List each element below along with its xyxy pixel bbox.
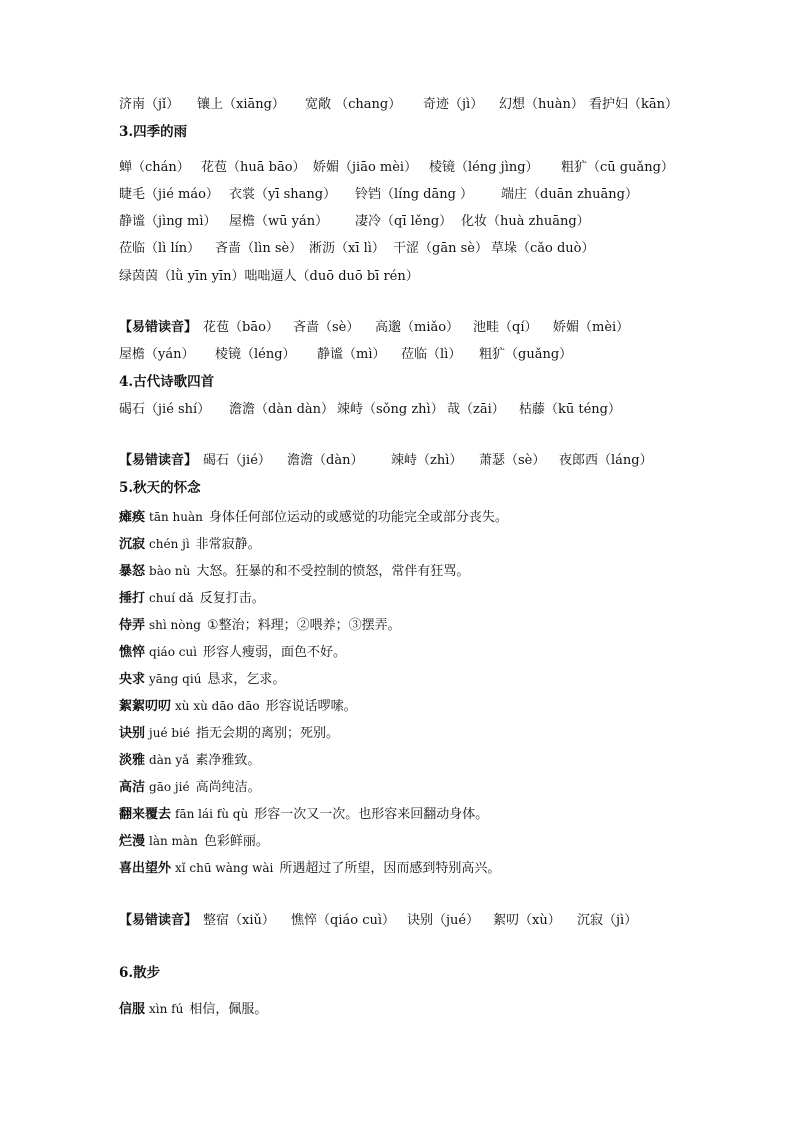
vocab-row — [119, 399, 719, 421]
vocab-item: 碣石（jié shí） — [119, 402, 211, 417]
definition-entry — [119, 722, 719, 744]
definition-entry — [119, 641, 719, 663]
entry-word: 憔悴 — [119, 645, 146, 660]
vocab-row — [119, 184, 719, 206]
entry-definition: 形容一次又一次。也形容来回翻动身体。 — [254, 807, 489, 822]
entry-word: 诀别 — [119, 726, 146, 741]
vocab-item: 绿茵茵（lǜ yīn yīn）咄咄逼人（duō duō bī rén） — [119, 269, 419, 284]
vocab-item: 沉寂（jì） — [577, 913, 638, 928]
entry-definition: 高尚纯洁。 — [195, 780, 261, 795]
entry-definition: 反复打击。 — [199, 591, 265, 606]
vocab-item: 草垛（cǎo duò） — [491, 241, 595, 256]
entry-word: 淡雅 — [119, 753, 146, 768]
entry-pinyin: xù xù dāo dāo — [175, 699, 260, 713]
entry-word: 翻来覆去 — [119, 807, 172, 822]
vocab-item: 碣石（jié） — [203, 453, 271, 468]
vocab-item: 衣裳（yī shang） — [229, 187, 337, 202]
entry-word: 捶打 — [119, 591, 146, 606]
hard-pronunciation-row — [119, 450, 719, 472]
definition-entry — [119, 668, 719, 690]
section-title-6: 6.散步 — [119, 965, 161, 981]
vocab-item: 澹澹（dàn dàn） — [229, 402, 335, 417]
entry-word: 高洁 — [119, 780, 146, 795]
section-title-4: 4.古代诗歌四首 — [119, 374, 215, 390]
section-title-3: 3.四季的雨 — [119, 124, 188, 140]
vocab-item: 看护妇（kān） — [589, 97, 679, 112]
vocab-item: 棱镜（léng） — [215, 347, 296, 362]
entry-pinyin: chén jì — [149, 537, 190, 551]
entry-definition: 非常寂静。 — [195, 537, 261, 552]
entry-definition: 恳求，乞求。 — [207, 672, 286, 687]
entry-word: 央求 — [119, 672, 146, 687]
vocab-item: 蝉（chán） — [119, 160, 190, 175]
entry-word: 信服 — [119, 1002, 146, 1017]
vocab-item: 铃铛（líng dāng ） — [355, 187, 474, 202]
entry-pinyin: dàn yǎ — [149, 753, 190, 767]
definition-entry — [119, 587, 719, 609]
entry-definition: 形容说话啰嗦。 — [265, 699, 357, 714]
entry-definition: 大怒。狂暴的和不受控制的愤怒，常伴有狂骂。 — [196, 564, 470, 579]
entry-word: 烂漫 — [119, 834, 146, 849]
hard-pronunciation-label: 【易错读音】 — [119, 913, 198, 928]
vocab-item: 睫毛（jié máo） — [119, 187, 219, 202]
vocab-item: 花苞（huā bāo） — [201, 160, 306, 175]
vocab-item: 棱镜（léng jìng） — [429, 160, 539, 175]
entry-pinyin: fān lái fù qù — [175, 807, 249, 821]
vocab-row — [119, 238, 719, 260]
entry-word: 絮絮叨叨 — [119, 699, 172, 714]
vocab-item: 整宿（xiǔ） — [203, 913, 275, 928]
hard-pronunciation-row — [119, 344, 719, 366]
entry-pinyin: jué bié — [149, 726, 191, 740]
vocab-item: 干涩（gān sè） — [393, 241, 488, 256]
vocab-item: 济南（jǐ） — [119, 97, 180, 112]
hard-pronunciation-label: 【易错读音】 — [119, 320, 198, 335]
entry-word: 瘫痪 — [119, 510, 146, 525]
definition-entry — [119, 695, 719, 717]
definition-entry — [119, 998, 719, 1020]
definition-entry — [119, 749, 719, 771]
entry-definition: 相信，佩服。 — [189, 1002, 268, 1017]
vocab-item: 淅沥（xī lì） — [309, 241, 385, 256]
vocab-item: 凄冷（qī lěng） — [355, 214, 453, 229]
vocab-item: 夜郎西（láng） — [559, 453, 653, 468]
entry-pinyin: yāng qiú — [149, 672, 202, 686]
vocab-item: 竦峙（sǒng zhì） — [337, 402, 444, 417]
vocab-item: 粗犷（guǎng） — [479, 347, 573, 362]
vocab-row — [119, 157, 719, 179]
vocab-item: 竦峙（zhì） — [391, 453, 463, 468]
entry-pinyin: chuí dǎ — [149, 591, 194, 605]
entry-pinyin: qiáo cuì — [149, 645, 198, 659]
vocab-item: 静谧（mì） — [317, 347, 386, 362]
entry-word: 暴怒 — [119, 564, 146, 579]
entry-pinyin: làn màn — [149, 834, 198, 848]
vocab-item: 屋檐（yán） — [119, 347, 195, 362]
vocab-row — [119, 211, 719, 233]
vocab-item: 静谧（jìng mì） — [119, 214, 217, 229]
vocab-item: 镶上（xiāng） — [197, 97, 285, 112]
definition-entry — [119, 857, 719, 879]
vocab-item: 奇迹（jì） — [423, 97, 484, 112]
entry-definition: 身体任何部位运动的或感觉的功能完全或部分丧失。 — [208, 510, 508, 525]
vocab-item: 吝啬（sè） — [293, 320, 360, 335]
definition-entry — [119, 776, 719, 798]
entry-definition: 指无会期的离别；死别。 — [196, 726, 340, 741]
vocab-item: 幻想（huàn） — [499, 97, 584, 112]
entry-pinyin: xìn fú — [149, 1002, 184, 1016]
entry-pinyin: bào nù — [149, 564, 191, 578]
vocab-item: 澹澹（dàn） — [287, 453, 364, 468]
definition-entry — [119, 506, 719, 528]
entry-definition: 素净雅致。 — [195, 753, 261, 768]
entry-pinyin: gāo jié — [149, 780, 190, 794]
vocab-item: 池畦（qí） — [473, 320, 538, 335]
entry-definition: 形容人瘦弱，面色不好。 — [203, 645, 347, 660]
vocab-item: 宽敞 （chang） — [305, 97, 402, 112]
definition-entry — [119, 803, 719, 825]
vocab-item: 娇媚（mèi） — [553, 320, 630, 335]
hard-pronunciation-row — [119, 910, 719, 932]
section-title-5: 5.秋天的怀念 — [119, 480, 201, 496]
entry-word: 喜出望外 — [119, 861, 172, 876]
vocab-item: 枯藤（kū téng） — [519, 402, 621, 417]
vocab-item: 莅临（lì） — [401, 347, 462, 362]
vocab-item: 娇媚（jiāo mèi） — [313, 160, 418, 175]
entry-definition: ①整治；料理；②喂养；③摆弄。 — [206, 618, 401, 633]
vocab-row-top — [119, 94, 719, 116]
vocab-item: 端庄（duān zhuāng） — [501, 187, 638, 202]
definition-entry — [119, 533, 719, 555]
vocab-item: 萧瑟（sè） — [479, 453, 546, 468]
vocab-item: 粗犷（cū guǎng） — [561, 160, 674, 175]
definition-entry — [119, 614, 719, 636]
hard-pronunciation-label: 【易错读音】 — [119, 453, 198, 468]
vocab-item: 化妆（huà zhuāng） — [461, 214, 590, 229]
vocab-row — [119, 266, 719, 288]
vocab-item: 屋檐（wū yán） — [229, 214, 329, 229]
definition-entry — [119, 830, 719, 852]
vocab-item: 莅临（lì lín） — [119, 241, 201, 256]
entry-pinyin: tān huàn — [149, 510, 203, 524]
entry-definition: 色彩鲜丽。 — [203, 834, 269, 849]
entry-pinyin: shì nòng — [149, 618, 201, 632]
vocab-item: 憔悴（qiáo cuì） — [291, 913, 396, 928]
entry-pinyin: xǐ chū wàng wài — [175, 861, 274, 875]
entry-word: 沉寂 — [119, 537, 146, 552]
vocab-item: 花苞（bāo） — [203, 320, 279, 335]
hard-pronunciation-row — [119, 317, 719, 339]
vocab-item: 絮叨（xù） — [493, 913, 561, 928]
entry-definition: 所遇超过了所望，因而感到特别高兴。 — [279, 861, 501, 876]
vocab-item: 吝啬（lìn sè） — [215, 241, 303, 256]
entry-word: 侍弄 — [119, 618, 146, 633]
vocab-item: 诀别（jué） — [407, 913, 480, 928]
vocab-item: 哉（zāi） — [447, 402, 505, 417]
vocab-item: 高邈（miǎo） — [375, 320, 460, 335]
definition-entry — [119, 560, 719, 582]
